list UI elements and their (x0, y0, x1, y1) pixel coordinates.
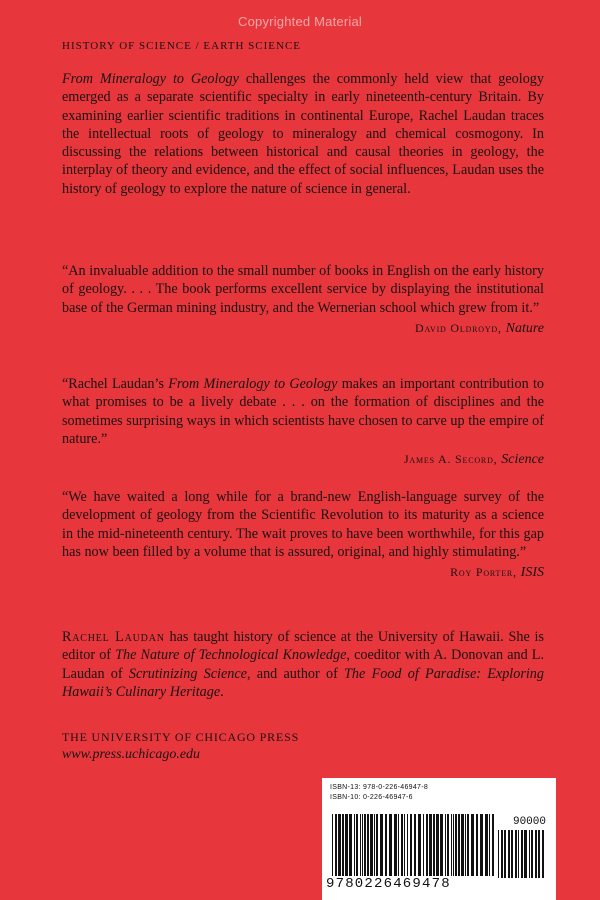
barcode-bar (376, 814, 378, 876)
category-label: HISTORY OF SCIENCE / EARTH SCIENCE (62, 40, 301, 52)
author-name: Rachel Laudan (62, 629, 165, 645)
barcode-bar (461, 814, 464, 876)
barcode-bar (404, 814, 405, 876)
quote-attribution (62, 321, 544, 337)
barcode-bar (418, 814, 421, 876)
barcode-bar (342, 814, 344, 876)
author-bio (62, 628, 544, 701)
barcode-bar (364, 814, 366, 876)
quote-publication: Nature (505, 320, 544, 336)
quote-text: “An invaluable addition to the small number of books in English on the early history of geology. . . . The book performs excellent service by displaying the institutional base of the German mining industry, and the Wernerian school which grew from it.” (62, 263, 544, 316)
barcode-bar (354, 814, 355, 876)
barcode-bar (521, 830, 523, 878)
barcode-bar (426, 814, 428, 876)
quote-publication: ISIS (520, 565, 544, 581)
barcode-bar (485, 814, 488, 876)
barcode-bar (492, 814, 494, 876)
barcode-bar (370, 814, 373, 876)
bio-book-2: Scrutinizing Science (128, 665, 247, 682)
barcode-bar (467, 814, 469, 876)
barcode-bar (349, 814, 352, 876)
barcode-bar (501, 830, 503, 878)
publisher-name: THE UNIVERSITY OF CHICAGO PRESS (62, 730, 300, 744)
barcode-bar (538, 830, 540, 878)
bio-text: , coeditor with A. Donovan and L. Laudan of (62, 647, 544, 682)
bio-text: has taught history of science at the University of Hawaii. She is editor of (62, 629, 544, 664)
barcode-bar (445, 814, 446, 876)
barcode-bar (542, 830, 544, 878)
barcode-bar (401, 814, 403, 876)
quote-author: David Oldroyd, (414, 320, 506, 335)
barcode-bar (433, 814, 435, 876)
description-text: challenges the commonly held view that geology emerged as a separate scientific specialty in early nineteenth-century Britain. By examining earlier scientific traditions in continental Europe, Rachel Laudan traces the intellectual roots of geology to mineralogy and chemical cosmogony. In discussing the relations between historical and causal theories in geology, the interplay of theory and evidence, and the effect of social influences, Laudan uses the history of geology to explore the nature of science in general. (62, 71, 544, 197)
barcode-bar (515, 830, 517, 878)
quote-text: “We have waited a long while for a brand-new English-language survey of the development of geology from the Scientific Revolution to its maturity as a science in the mid-nineteenth century. The wait proves to have been worthwhile, for this gap has now been filled by a volume that is assured, original, and highly stimulating.” (62, 489, 544, 560)
barcode-bar (362, 814, 363, 876)
barcode-bar (436, 814, 439, 876)
quote-attribution (62, 565, 544, 581)
publisher-url: www.press.uchicago.edu (62, 747, 201, 762)
barcode-bar (489, 814, 490, 876)
barcode-bar (360, 814, 361, 876)
book-description (62, 70, 544, 198)
price-code: 90000 (512, 816, 546, 828)
barcode-bar (385, 814, 387, 876)
barcode-bar (451, 814, 452, 876)
barcode-bar (455, 814, 457, 876)
isbn-10: ISBN-10: 0-226-46947-6 (330, 794, 413, 801)
barcode-bar (535, 830, 537, 878)
bio-text: , and author of (246, 665, 345, 682)
barcode-bar (480, 814, 483, 876)
isbn-13: ISBN-13: 978-0-226-46947-8 (330, 784, 429, 791)
barcode-bar (410, 814, 412, 876)
quote-publication: Science (501, 452, 544, 468)
barcode-bar (367, 814, 369, 876)
barcode-bar (453, 814, 454, 876)
barcode-bar (429, 814, 432, 876)
barcode-bar (458, 814, 460, 876)
barcode-bar (335, 814, 337, 876)
barcode-bar (508, 830, 510, 878)
barcode-digits: 9780226469478 (326, 876, 451, 892)
quote-author: Roy Porter, (450, 565, 521, 580)
book-title: From Mineralogy to Geology (62, 71, 239, 87)
quote-pre: “Rachel Laudan’s (62, 376, 169, 392)
barcode-bar (529, 830, 530, 878)
barcode-bar (471, 814, 474, 876)
barcode-bar (345, 814, 348, 876)
barcode-bar (338, 814, 341, 876)
barcode-bar (498, 830, 499, 878)
barcode-bar (398, 814, 399, 876)
review-quote-secord (62, 375, 544, 468)
barcode-bar (518, 830, 519, 878)
barcode-bar (476, 814, 478, 876)
quote-body: makes an important contribution to what promises to be a lively debate . . . on the formation of disciplines and the sometimes surprising ways in which scientists have chosen to carve up the empire of nature.” (62, 376, 544, 447)
barcode-bar (380, 814, 383, 876)
barcode-bar (531, 830, 533, 878)
quote-author: James A. Secord, (403, 452, 502, 467)
review-quote-porter (62, 488, 544, 581)
barcode-bar (407, 814, 408, 876)
barcode-bar (504, 830, 506, 878)
barcode-bar (389, 814, 392, 876)
barcode-bars (330, 814, 496, 876)
barcode-bar (524, 830, 527, 878)
barcode-panel (322, 778, 556, 900)
barcode-bar (356, 814, 358, 876)
barcode-bar (511, 830, 513, 878)
barcode-bar (440, 814, 443, 876)
copyright-watermark: Copyrighted Material (238, 14, 362, 29)
bio-book-3: The Food of Paradise: Exploring Hawaii’s Culinary Heritage (62, 665, 544, 700)
barcode-bar (332, 814, 333, 876)
bio-text: . (220, 683, 224, 700)
review-quote-oldroyd (62, 262, 544, 337)
bio-book-1: The Nature of Technological Knowledge (115, 647, 347, 664)
barcode-bar (465, 814, 466, 876)
barcode-bar (447, 814, 449, 876)
price-barcode-bars (496, 830, 548, 878)
barcode-bar (423, 814, 424, 876)
quote-book-title: From Mineralogy to Geology (168, 376, 338, 392)
quote-text (62, 375, 544, 448)
barcode-bar (374, 814, 375, 876)
publisher-block (62, 728, 299, 764)
quote-attribution (62, 452, 544, 468)
barcode-bar (394, 814, 397, 876)
barcode-bar (414, 814, 416, 876)
